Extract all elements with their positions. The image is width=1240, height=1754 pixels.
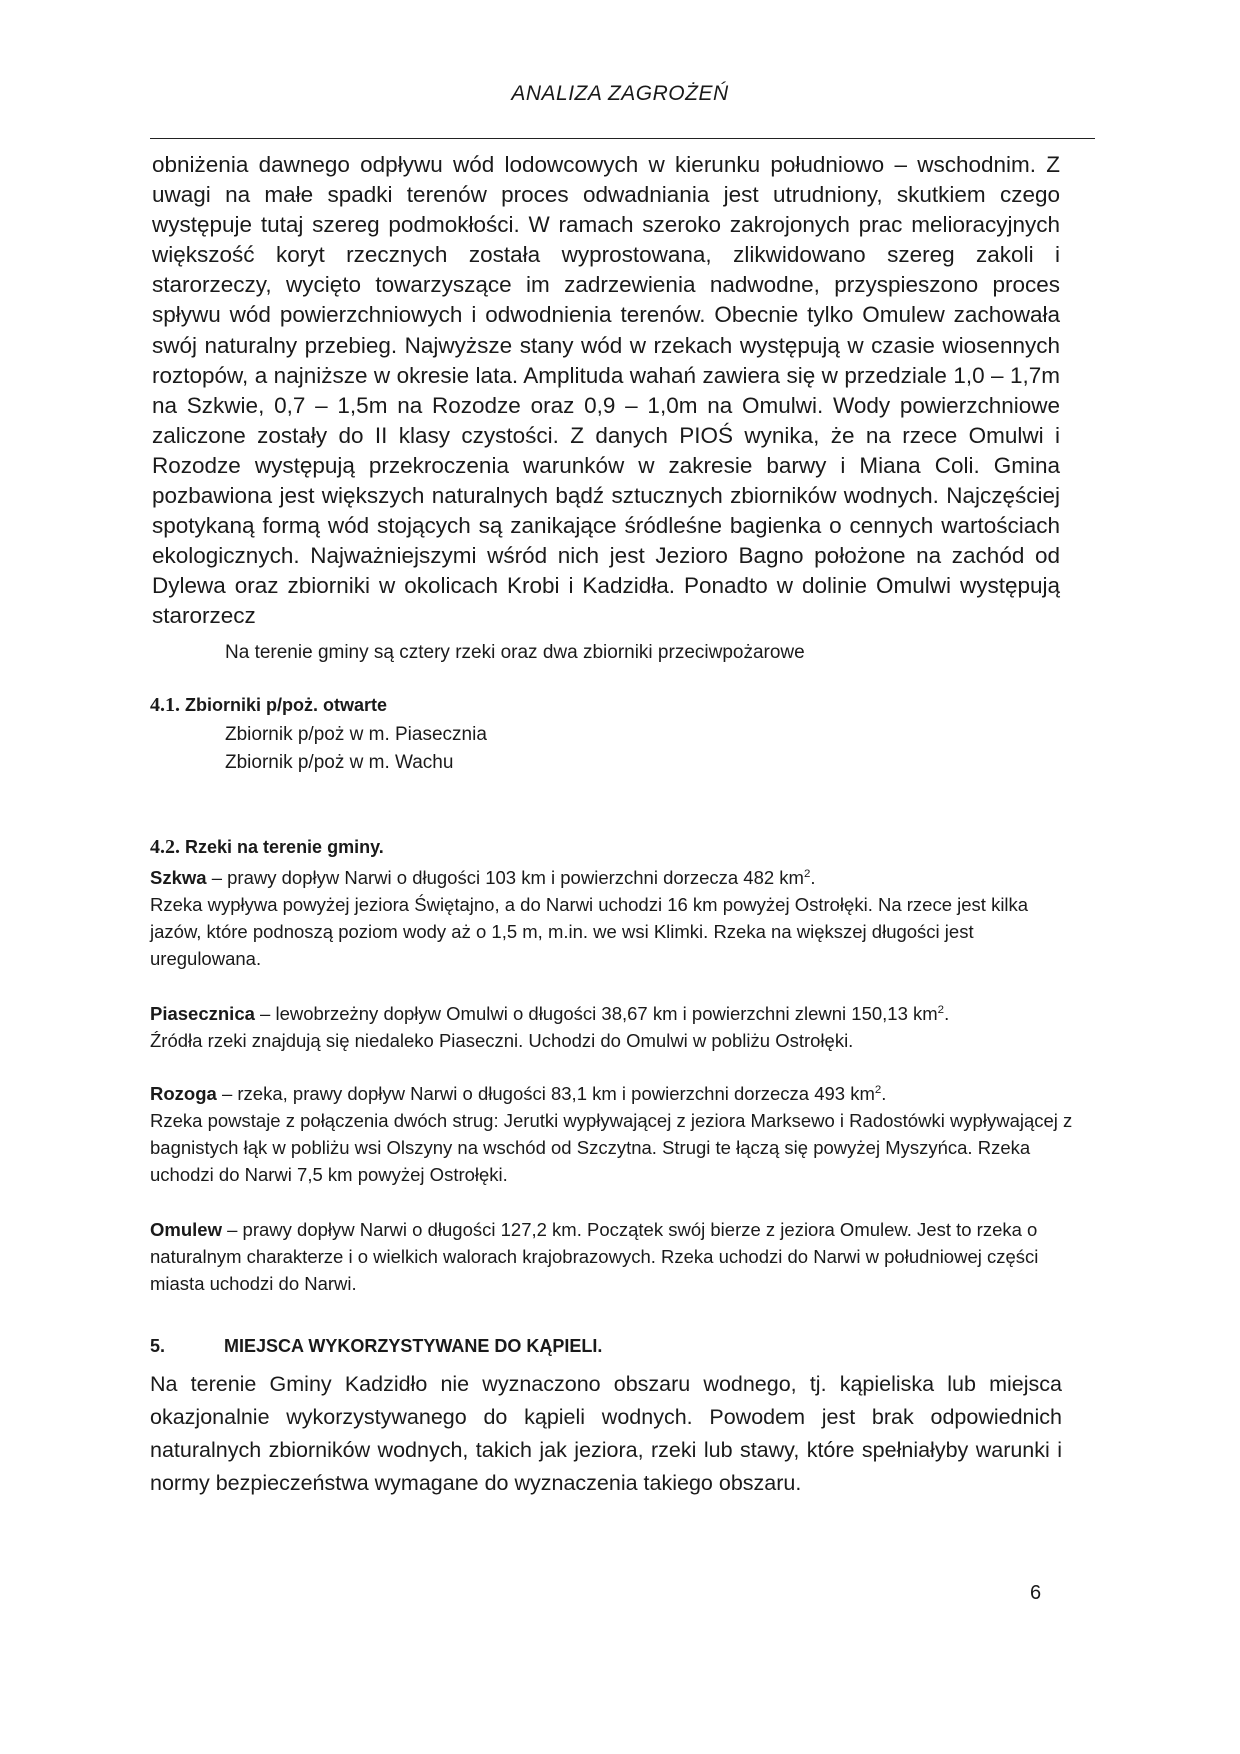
- river-sup: 2: [803, 867, 811, 880]
- river-tail: .: [881, 1083, 887, 1104]
- river-lead: – prawy dopływ Narwi o długości 103 km i powierzchni dorzecza 482 km: [206, 867, 804, 888]
- river-lead: – lewobrzeżny dopływ Omulwi o długości 38,67 km i powierzchni zlewni 150,13 km: [254, 1003, 938, 1024]
- river-description: Źródła rzeki znajdują się niedaleko Piaseczni. Uchodzi do Omulwi w pobliżu Ostrołęki.: [150, 1030, 854, 1051]
- river-entry-rozoga: [150, 1080, 1080, 1188]
- section-5-number: 5.: [150, 1336, 166, 1356]
- river-sup: 2: [874, 1083, 882, 1096]
- river-entry-piasecznica: [150, 1000, 1080, 1054]
- tank-item: Zbiornik p/poż w m. Wachu: [225, 752, 454, 773]
- river-lead: – prawy dopływ Narwi o długości 127,2 km. Początek swój bierze z jeziora Omulew. Jest to rzeka o naturalnym charakterze i o wielkich walorach krajobrazowych. Rzeka uchodzi do Narwi w południowej części miasta uchodzi do Narwi.: [150, 1219, 1039, 1294]
- section-5-heading: [150, 1336, 602, 1357]
- section-4-2-heading: [150, 836, 384, 859]
- river-sup: 2: [937, 1003, 945, 1016]
- running-header: ANALIZA ZAGROŻEŃ: [511, 82, 729, 105]
- header-divider: [150, 138, 1095, 139]
- section-4-2-number: 4.2.: [150, 836, 180, 858]
- intro-paragraph: obniżenia dawnego odpływu wód lodowcowych w kierunku południowo – wschodnim. Z uwagi na małe spadki terenów proces odwadniania jest utrudniony, skutkiem czego występuje tutaj szereg podmokłości. W ramach szeroko zakrojonych prac melioracyjnych większość koryt rzecznych została wyprostowana, zlikwidowano szereg zakoli i starorzeczy, wycięto towarzyszące im zadrzewienia nadwodne, przyspieszono proces spływu wód powierzchniowych i odwodnienia terenów. Obecnie tylko Omulew zachowała swój naturalny przebieg. Najwyższe stany wód w rzekach występują w czasie wiosennych roztopów, a najniższe w okresie lata. Amplituda wahań zawiera się w przedziale 1,0 – 1,7m na Szkwie, 0,7 – 1,5m na Rozodze oraz 0,9 – 1,0m na Omulwi. Wody powierzchniowe zaliczone zostały do II klasy czystości. Z danych PIOŚ wynika, że na rzece Omulwi i Rozodze występują przekroczenia warunków w zakresie barwy i Miana Coli. Gmina pozbawiona jest większych naturalnych bądź sztucznych zbiorników wodnych. Najczęściej spotykaną formą wód stojących są zanikające śródleśne bagienka o cennych wartościach ekologicznych. Najważniejszymi wśród nich jest Jezioro Bagno położone na zachód od Dylewa oraz zbiorniki w okolicach Krobi i Kadzidła. Ponadto w dolinie Omulwi występują starorzecz: [152, 152, 1060, 629]
- river-name: Rozoga: [150, 1083, 217, 1104]
- river-name: Piasecznica: [150, 1003, 255, 1024]
- section-4-1-title: Zbiorniki p/poż. otwarte: [185, 695, 388, 715]
- page-number: 6: [1030, 1582, 1042, 1604]
- river-description: Rzeka powstaje z połączenia dwóch strug: Jerutki wypływającej z jeziora Marksewo i Radostówki wypływającej z bagnistych łąk w pobliżu wsi Olszyny na wschód od Szczytna. Strugi te łączą się powyżej Myszyńca. Rzeka uchodzi do Narwi 7,5 km powyżej Ostrołęki.: [150, 1110, 1073, 1185]
- section-4-1-heading: [150, 694, 387, 717]
- tank-item: Zbiornik p/poż w m. Piasecznia: [225, 724, 487, 745]
- river-name: Omulew: [150, 1219, 222, 1240]
- section-4-2-title: Rzeki na terenie gminy.: [185, 837, 384, 857]
- river-entry-omulew: [150, 1216, 1080, 1297]
- intro-summary-line: Na terenie gminy są cztery rzeki oraz dwa zbiorniki przeciwpożarowe: [225, 642, 805, 663]
- river-description: Rzeka wypływa powyżej jeziora Świętajno, a do Narwi uchodzi 16 km powyżej Ostrołęki. Na rzece jest kilka jazów, które podnoszą poziom wody aż o 1,5 m, m.in. we wsi Klimki. Rzeka na większej długości jest uregulowana.: [150, 894, 1029, 969]
- section-5-title: MIEJSCA WYKORZYSTYWANE DO KĄPIELI.: [224, 1336, 603, 1356]
- section-5-body: Na terenie Gminy Kadzidło nie wyznaczono obszaru wodnego, tj. kąpieliska lub miejsca okazjonalnie wykorzystywanego do kąpieli wodnych. Powodem jest brak odpowiednich naturalnych zbiorników wodnych, takich jak jeziora, rzeki lub stawy, które spełniałyby warunki i normy bezpieczeństwa wymagane do wyznaczenia takiego obszaru.: [150, 1372, 1062, 1495]
- river-name: Szkwa: [150, 867, 207, 888]
- river-tail: .: [944, 1003, 950, 1024]
- river-entry-szkwa: [150, 864, 1080, 972]
- river-tail: .: [810, 867, 816, 888]
- river-lead: – rzeka, prawy dopływ Narwi o długości 83,1 km i powierzchni dorzecza 493 km: [216, 1083, 875, 1104]
- section-4-1-number: 4.1.: [150, 694, 180, 716]
